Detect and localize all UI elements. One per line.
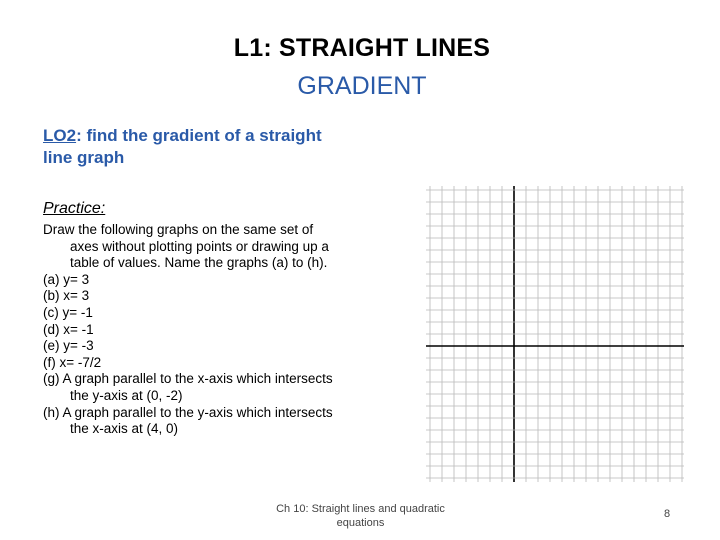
task-instructions: Draw the following graphs on the same set of axes without plotting points or drawing up a table of values. Name the graphs (a) to (h). xyxy=(43,222,329,271)
task-item-d: (d) x= -1 xyxy=(43,321,94,337)
objective-code: LO2 xyxy=(43,126,77,145)
page-number: 8 xyxy=(664,508,671,520)
objective-text: : find the gradient of a straight line graph xyxy=(43,126,322,167)
task-item-g: (g) A graph parallel to the x-axis which intersects the y-axis at (0, -2) xyxy=(43,371,333,403)
learning-objective xyxy=(43,125,343,169)
task-list xyxy=(43,222,343,438)
slide-title: L1: STRAIGHT LINES xyxy=(233,34,491,62)
task-item-e: (e) y= -3 xyxy=(43,338,94,354)
slide-subtitle: GRADIENT xyxy=(297,72,427,100)
task-item-h: (h) A graph parallel to the y-axis which intersects the x-axis at (4, 0) xyxy=(43,404,333,437)
task-item-a: (a) y= 3 xyxy=(43,271,90,287)
graph-paper xyxy=(426,186,684,482)
graph-paper-grid xyxy=(426,186,684,482)
task-item-f: (f) x= -7/2 xyxy=(43,354,102,370)
task-item-c: (c) y= -1 xyxy=(43,304,93,320)
task-item-b: (b) x= 3 xyxy=(43,288,90,304)
footer-text: Ch 10: Straight lines and quadratic equations xyxy=(276,503,445,529)
practice-heading: Practice: xyxy=(43,200,106,217)
